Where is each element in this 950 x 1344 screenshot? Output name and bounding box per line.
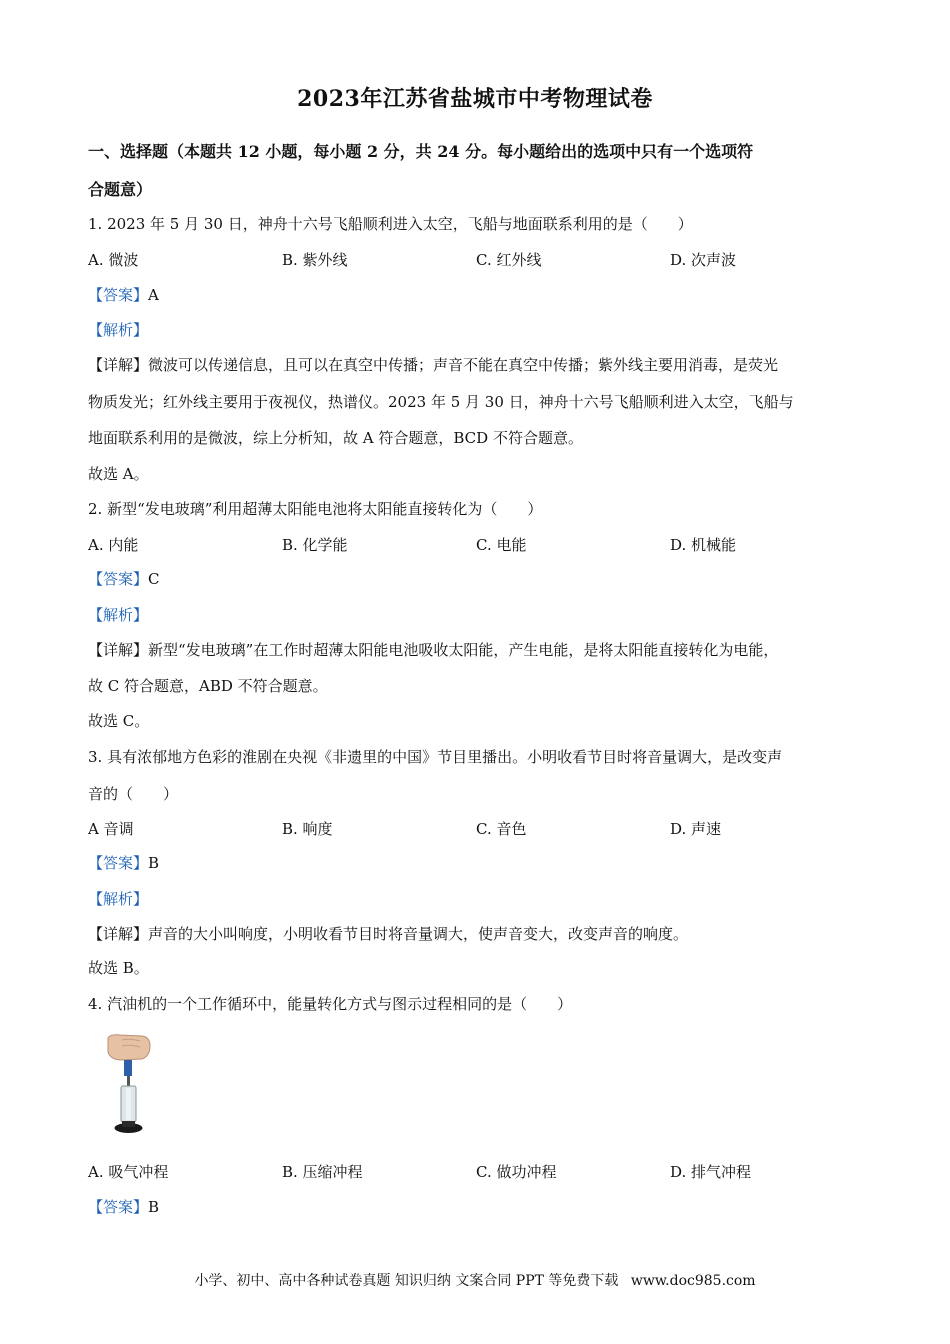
- air-pump-figure: [100, 1032, 160, 1142]
- q3-answer-value: B: [148, 854, 160, 872]
- q3-conclusion: 故选 B。: [88, 959, 149, 977]
- question-3-stem-line-2: 音的（ ）: [88, 785, 179, 803]
- answer-tag: 【答案】: [88, 286, 149, 304]
- q2-option-c: C. 电能: [476, 536, 527, 554]
- section-heading: 一、选择题（本题共 12 小题，每小题 2 分，共 24 分。每小题给出的选项中只有一个选项符: [88, 142, 754, 161]
- answer-tag: 【答案】: [88, 1198, 149, 1216]
- answer-tag: 【答案】: [88, 570, 149, 588]
- q2-option-a: A. 内能: [88, 536, 139, 554]
- q3-analysis: [88, 889, 148, 909]
- analysis-tag: 【解析】: [88, 890, 149, 908]
- question-3-stem-line-1: 3. 具有浓郁地方色彩的淮剧在央视《非遗里的中国》节目里播出。小明收看节目时将音量调大，是改变声: [88, 748, 783, 766]
- q4-option-d: D. 排气冲程: [670, 1163, 752, 1181]
- q2-option-b: B. 化学能: [282, 536, 348, 554]
- q1-analysis: [88, 320, 148, 340]
- q2-answer: [88, 569, 160, 589]
- section-heading-cont: 合题意）: [88, 180, 153, 199]
- q2-conclusion: 故选 C。: [88, 712, 150, 730]
- q4-option-a: A. 吸气冲程: [88, 1163, 169, 1181]
- q2-detail-line-1: [88, 640, 778, 660]
- q1-option-d: D. 次声波: [670, 251, 737, 269]
- answer-tag: 【答案】: [88, 854, 149, 872]
- detail-tag: 【详解】: [88, 356, 149, 374]
- q4-answer-value: B: [148, 1198, 160, 1216]
- q1-detail-line-1: [88, 355, 778, 375]
- q3-answer: [88, 853, 159, 873]
- footer-link[interactable]: www.doc985.com: [630, 1273, 756, 1289]
- detail-tag: 【详解】: [88, 925, 149, 943]
- question-2-stem: 2. 新型“发电玻璃”利用超薄太阳能电池将太阳能直接转化为（ ）: [88, 500, 543, 518]
- footer-text: 小学、初中、高中各种试卷真题 知识归纳 文案合同 PPT 等免费下载: [194, 1273, 619, 1289]
- q2-detail-text-1: 新型“发电玻璃”在工作时超薄太阳能电池吸收太阳能，产生电能，是将太阳能直接转化为电能，: [148, 641, 779, 659]
- page-title: 2023年江苏省盐城市中考物理试卷: [297, 86, 653, 112]
- q4-option-c: C. 做功冲程: [476, 1163, 557, 1181]
- q1-option-b: B. 紫外线: [282, 251, 348, 269]
- q3-option-a: A 音调: [88, 820, 134, 838]
- q1-detail-line-3: 地面联系利用的是微波，综上分析知，故 A 符合题意，BCD 不符合题意。: [88, 429, 583, 447]
- q2-answer-value: C: [148, 570, 160, 588]
- q1-answer: [88, 285, 159, 305]
- analysis-tag: 【解析】: [88, 606, 149, 624]
- q2-option-d: D. 机械能: [670, 536, 737, 554]
- q2-detail-line-2: 故 C 符合题意，ABD 不符合题意。: [88, 677, 328, 695]
- q3-detail-text-1: 声音的大小叫响度，小明收看节目时将音量调大，使声音变大，改变声音的响度。: [148, 925, 689, 943]
- page-footer: [0, 1270, 950, 1290]
- question-4-stem: 4. 汽油机的一个工作循环中，能量转化方式与图示过程相同的是（ ）: [88, 995, 573, 1013]
- q3-detail-line-1: [88, 924, 688, 944]
- q4-answer: [88, 1197, 159, 1217]
- analysis-tag: 【解析】: [88, 321, 149, 339]
- detail-tag: 【详解】: [88, 641, 149, 659]
- q2-analysis: [88, 605, 148, 625]
- q3-option-b: B. 响度: [282, 820, 333, 838]
- q1-detail-text-1: 微波可以传递信息，且可以在真空中传播；声音不能在真空中传播；紫外线主要用消毒，是荧光: [148, 356, 779, 374]
- question-1-stem: 1. 2023 年 5 月 30 日，神舟十六号飞船顺利进入太空，飞船与地面联系利用的是（ ）: [88, 215, 693, 233]
- q1-option-a: A. 微波: [88, 251, 139, 269]
- q4-option-b: B. 压缩冲程: [282, 1163, 363, 1181]
- q1-detail-line-2: 物质发光；红外线主要用于夜视仪，热谱仪。2023 年 5 月 30 日，神舟十六号飞船顺利进入太空，飞船与: [88, 393, 794, 411]
- q1-option-c: C. 红外线: [476, 251, 542, 269]
- q3-option-d: D. 声速: [670, 820, 722, 838]
- q1-conclusion: 故选 A。: [88, 465, 149, 483]
- q3-option-c: C. 音色: [476, 820, 527, 838]
- q1-answer-value: A: [148, 286, 159, 304]
